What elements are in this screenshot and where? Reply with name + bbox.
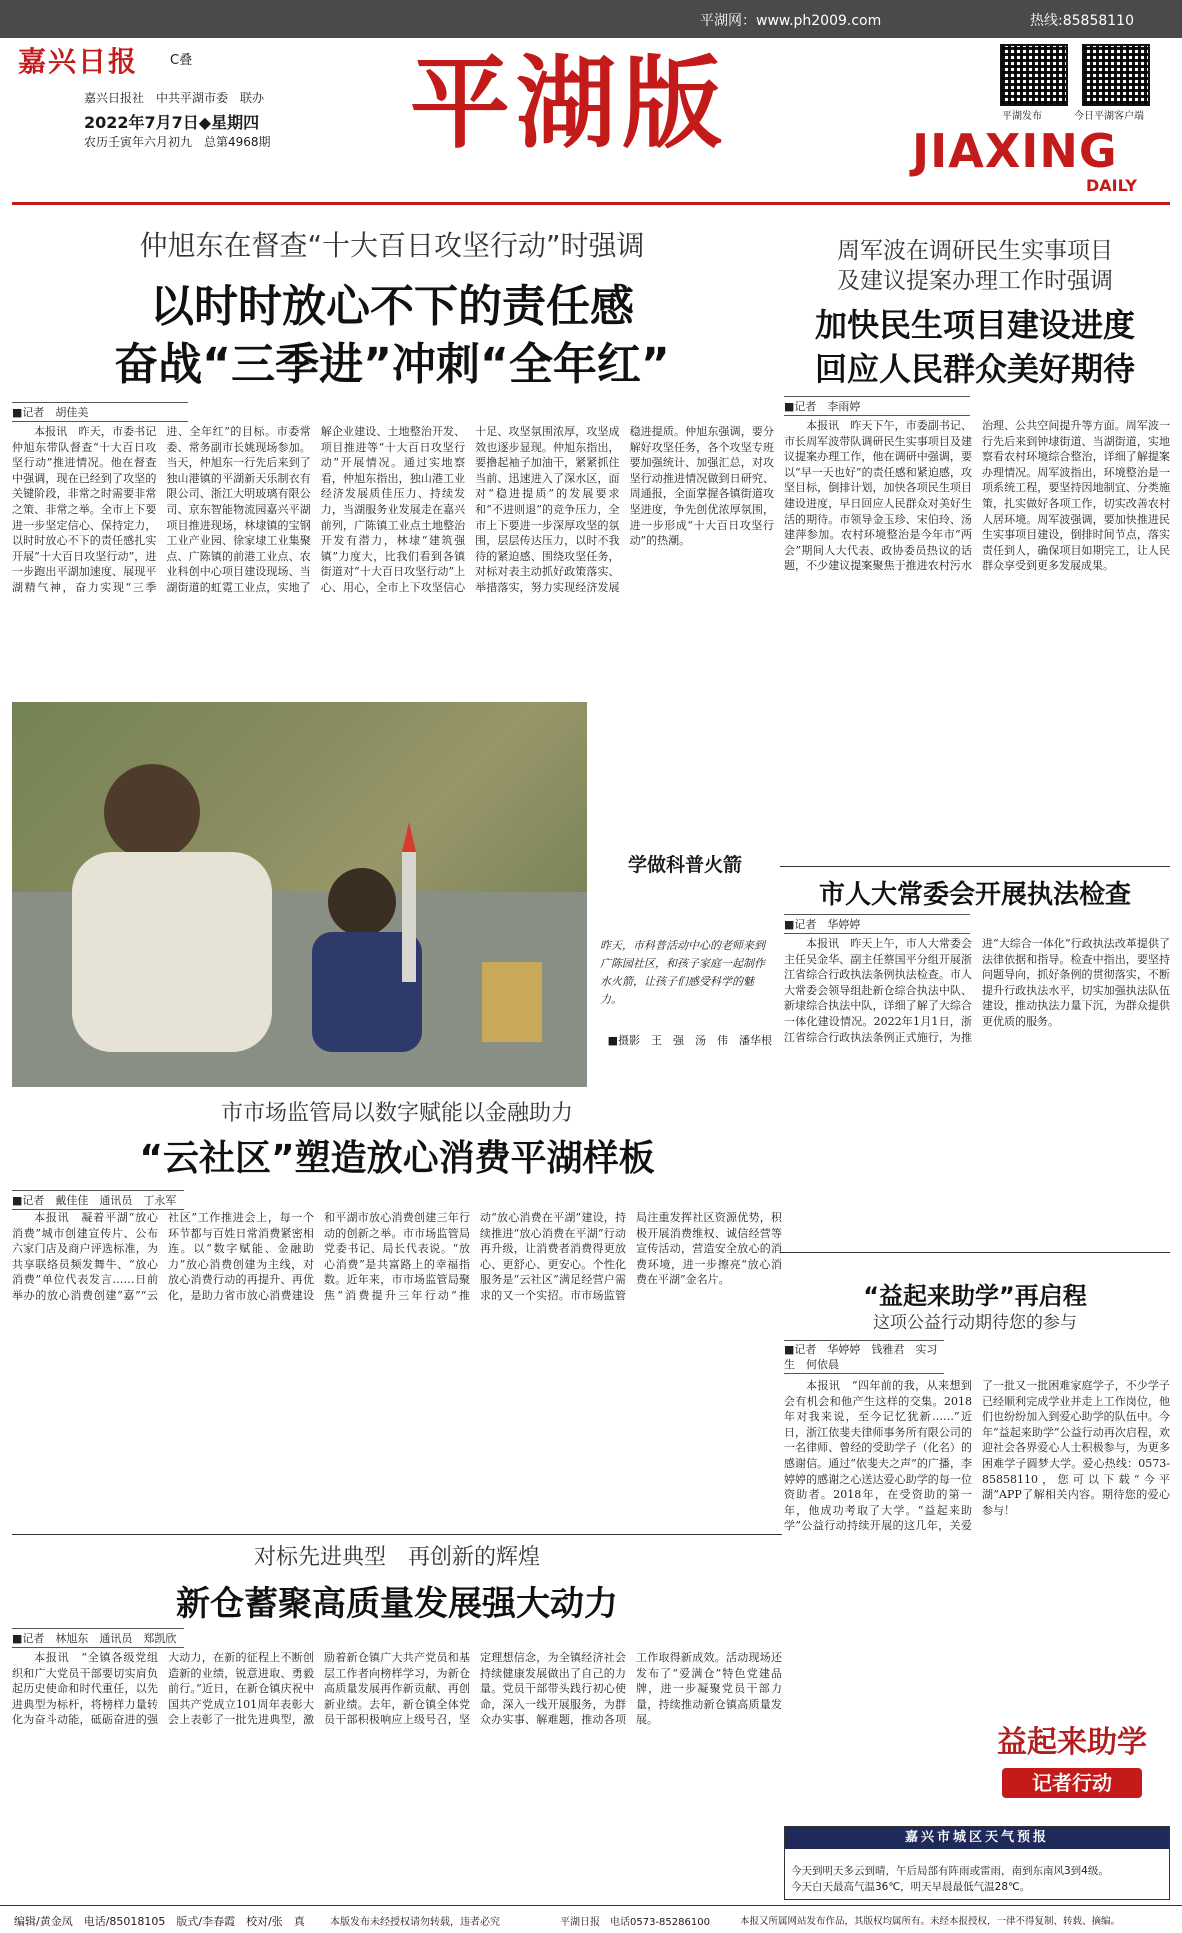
- article3-byline: ■记者 华婷婷: [784, 914, 970, 934]
- site-url[interactable]: 平湖网：www.ph2009.com: [700, 13, 882, 29]
- footer-ad: 平湖日报 电话0573-85286100: [560, 1917, 710, 1928]
- article5-body: 本报讯 “全镇各级党组织和广大党员干部要切实肩负起历史使命和时代重任，以先进典型为标杆，将榜样力量转化为奋斗动能，砥砺奋进的强大动力，在新的征程上不断创造新的业绩，锐意进取、勇毅前行。”近日，在新仓镇庆祝中国共产党成立101周年表彰大会上表彰了一批先进典型，激励着新仓镇广大共产党员和基层工作者向榜样学习，为新仓高质量发展再作新贡献、再创新业绩。去年，新仓镇全体党员干部积极响应上级号召，坚定理想信念，为全镇经济社会持续健康发展做出了自己的力量。党员干部带头践行初心使命，深入一线开展服务，为群众办实事、解难题，推动各项工作取得新成效。活动现场还发布了“爱满仓”特色党建品牌，进一步凝聚党员干部力量，持续推动新仓镇高质量发展。: [12, 1651, 782, 1727]
- footer-notice: 本版发布未经授权请勿转载，违者必究: [330, 1917, 500, 1928]
- qr-code-icon[interactable]: [1082, 44, 1150, 106]
- english-daily: DAILY: [1086, 176, 1137, 195]
- issue-date: 2022年7月7日◆星期四: [84, 113, 260, 132]
- article5-byline: ■记者 林旭东 通讯员 郑凯欣: [12, 1628, 184, 1648]
- weather-line: 今天到明天多云到晴，午后局部有阵雨或雷雨，南到东南风3到4级。: [791, 1865, 1109, 1877]
- photo-caption-box: [590, 702, 780, 1087]
- edition-title: 平湖版: [410, 44, 728, 162]
- article6-byline: ■记者 华婷婷 钱雅君 实习生 何依晨: [784, 1340, 944, 1374]
- photo-credit: ■摄影 王 强 汤 伟 潘华根: [607, 1034, 772, 1047]
- divider: [780, 866, 1170, 867]
- article4-body: 本报讯 凝着平湖“放心消费”城市创建宣传片、公布六家门店及商户评选标准，为共享联络员频发舞牛、“放心消费”单位代表发言……日前举办的放心消费创建“嘉”“云社区”工作推进会上，每一个环节都与百姓日常消费紧密相连。以“数字赋能、金融助力”放心消费创建为主线，对放心消费行动的再提升、再优化，是助力省市放心消费建设和平湖市放心消费创建三年行动的创新之举。市市场监管局党委书记、局长代表说。“放心消费”是共富路上的幸福指数。近年来，市市场监管局聚焦“消费提升三年行动”推动“放心消费在平湖”建设，持续推进“放心消费在平湖”行动再升级，让消费者消费得更放心、更舒心、更安心。个性化服务是“云社区”满足经营户需求的又一个实招。市市场监管局注重发挥社区资源优势，积极开展消费维权、诚信经营等宣传活动，营造安全放心的消费环境，进一步擦亮“放心消费在平湖”金名片。: [12, 1211, 782, 1302]
- charity-logo-title: 益起来助学: [997, 1725, 1147, 1760]
- top-bar: [0, 0, 1182, 38]
- qr-label: 平湖发布: [1002, 111, 1042, 122]
- masthead-rule: [12, 202, 1170, 205]
- news-photo: [12, 702, 587, 1087]
- english-masthead: JIAXING: [912, 124, 1118, 178]
- article4-headline: “云社区”塑造放心消费平湖样板: [139, 1138, 655, 1179]
- article1-kicker: 仲旭东在督查“十大百日攻坚行动”时强调: [139, 229, 645, 262]
- article2-kicker: 周军波在调研民生实事项目: [837, 238, 1113, 264]
- photo-caption-title: 学做科普火箭: [627, 854, 742, 876]
- article5-headline: 新仓蓄聚高质量发展强大动力: [176, 1584, 618, 1624]
- article2-headline: 加快民生项目建设进度: [814, 306, 1135, 344]
- footer-editors: 编辑/黄金凤 电话/85018105 版式/李春霞 校对/张 真: [14, 1915, 305, 1928]
- hotline: 热线:85858110: [1030, 13, 1134, 29]
- article1-headline: 以时时放心不下的责任感: [150, 281, 634, 332]
- article2-headline: 回应人民群众美好期待: [814, 350, 1135, 388]
- weather-box: [784, 1826, 1170, 1900]
- article3-headline: 市人大常委会开展执法检查: [818, 880, 1131, 910]
- article4-kicker: 市市场监管局以数字赋能以金融助力: [220, 1101, 573, 1126]
- divider: [12, 1534, 782, 1535]
- weather-title: 嘉兴市城区天气预报: [785, 1827, 1169, 1849]
- article6-subhead: 这项公益行动期待您的参与: [873, 1313, 1077, 1333]
- lunar-date: 农历壬寅年六月初九 总第4968期: [84, 135, 271, 149]
- charity-logo: [974, 1722, 1170, 1812]
- qr-label: 今日平湖客户端: [1074, 111, 1144, 122]
- photo-illustration: [12, 702, 587, 1087]
- footer-copyright: 本报又所属网站发布作品，其版权均属所有。未经本报授权，一律不得复制、转载、摘编。: [740, 1916, 1121, 1927]
- qr-code-icon[interactable]: [1000, 44, 1068, 106]
- article2-body: 本报讯 昨天下午，市委副书记、市长周军波带队调研民生实事项目及建议提案办理工作，他在调研中强调，要以“早一天也好”的责任感和紧迫感，攻坚目标，倒排计划，加快各项民生项目建设进度，早日回应人民群众对美好生活的期待。市领导金玉珍、宋伯玲、汤建萍参加。农村环境整治是今年市“两会”期间人大代表、政协委员热议的话题，不少建议提案聚焦于推进农村污水治理、公共空间提升等方面。周军波一行先后来到钟埭街道、当湖街道，实地察看农村环境综合整治，详细了解提案办理情况。周军波指出，环境整治是一项系统工程，要坚持因地制宜、分类施策，扎实做好各项工作，切实改善农村人居环境。周军波强调，要加快推进民生实事项目建设，倒排时间节点，落实责任到人，确保项目如期完工，让人民群众享受到更多发展成果。: [784, 419, 1170, 573]
- article2-byline: ■记者 李雨婷: [784, 396, 970, 416]
- article5-kicker: 对标先进典型 再创新的辉煌: [253, 1545, 540, 1570]
- divider: [780, 1252, 1170, 1253]
- article6-body: 本报讯 “四年前的我，从来想到会有机会和他产生这样的交集。2018年对我来说，至今记忆犹新……”近日，浙江依斐夫律师事务所有限公司的一名律师、曾经的受助学子（化名）的感谢信。通过“依斐夫之声”的广播，李婷婷的感谢之心送达爱心助学的每一位资助者。2018年，在受资助的第一年，他成功考取了大学。“益起来助学”公益行动持续开展的这几年，关爱了一批又一批困难家庭学子，不少学子已经顺利完成学业并走上工作岗位，他们也纷纷加入到爱心助学的队伍中。今年“益起来助学”公益行动再次启程，欢迎社会各界爱心人士积极参与，为更多困难学子圆梦大学。爱心热线：0573-85858110，您可以下载“今平湖”APP了解相关内容。期待您的爱心参与！: [784, 1379, 1170, 1533]
- article1-byline: ■记者 胡佳美: [12, 402, 188, 422]
- edition-mark: C叠: [170, 53, 193, 68]
- weather-line: 今天白天最高气温36℃，明天早晨最低气温28℃。: [791, 1881, 1031, 1893]
- charity-logo-sub: 记者行动: [1002, 1768, 1142, 1798]
- newspaper-logo: 嘉兴日报: [18, 45, 139, 78]
- article4-byline: ■记者 戴佳佳 通讯员 丁永军: [12, 1190, 184, 1210]
- publisher: 嘉兴日报社 中共平湖市委 联办: [84, 91, 265, 105]
- article1-headline: 奋战“三季进”冲刺“全年红”: [114, 339, 670, 390]
- photo-caption-text: 昨天，市科普活动中心的老师来到广陈园社区，和孩子家庭一起制作水火箭，让孩子们感受科学的魅力。: [600, 939, 765, 1006]
- page-footer: [0, 1905, 1182, 1933]
- article1-body: 本报讯 昨天，市委书记仲旭东带队督查“十大百日攻坚行动”推进情况。他在督查中强调，现在已经到了攻坚的关键阶段，非常之时需要非常之策、非常之举。全市上下要进一步坚定信心、保持定力，以时时放心不下的责任感扎实开展“十大百日攻坚行动”，进一步跑出平湖加速度、展现平湖精气神，奋力实现“三季进、全年红”的目标。市委常委、常务副市长姚现场参加。当天，仲旭东一行先后来到了独山港镇的平湖新天乐制衣有限公司、浙江大明玻璃有限公司、京东智能物流园嘉兴平湖项目推进现场，林埭镇的宝钢工业产业园、徐家埭工业集聚点、广陈镇的前港工业点、农业科创中心项目建设现场、当湖街道的虹霓工业点，实地了解企业建设、土地整治开发、项目推进等“十大百日攻坚行动”开展情况。通过实地察看，仲旭东指出，独山港工业经济发展质佳压力、持续发力，当湖服务业发展走在嘉兴前列，广陈镇工业点土地整治开发有潜力，林埭“建筑强镇”力度大，比我们看到各镇街道对“十大百日攻坚行动”上心、用心，全市上下攻坚信心十足、攻坚氛围浓厚，攻坚成效也逐步显现。仲旭东指出，要撸起袖子加油干，紧紧抓住当前、迅速进入了深水区，面对“稳进提质”的发展要求和“不进则退”的竞争压力，全市上下要进一步深厚攻坚的氛围，层层传达压力，以时不我待的紧迫感、围绕攻坚任务，对标对表主动抓好政策落实、举措落实，努力实现经济发展稳进提质。仲旭东强调，要分解好攻坚任务，各个攻坚专班要加强统计、加强汇总，对攻坚行动推进情况做到日研究、周通报，全面掌握各镇街道攻坚进度，争先创优浓厚氛围，进一步形成“十大百日攻坚行动”的热潮。: [12, 425, 774, 594]
- article2-kicker: 及建议提案办理工作时强调: [837, 268, 1113, 294]
- article6-headline: “益起来助学”再启程: [863, 1282, 1087, 1310]
- article3-body: 本报讯 昨天上午，市人大常委会主任吴金华、副主任蔡国平分组开展浙江省综合行政执法条例执法检查。市人大常委会领导组赴新仓综合执法中队、新埭综合执法中队，详细了解了大综合一体化建设情况。2022年1月1日，浙江省综合行政执法条例正式施行，为推进“大综合一体化”行政执法改革提供了法律依据和指导。检查中指出，要坚持问题导向，抓好条例的贯彻落实，不断提升行政执法水平，切实加强执法队伍建设，推动执法力量下沉，为群众提供更优质的服务。: [784, 937, 1170, 1044]
